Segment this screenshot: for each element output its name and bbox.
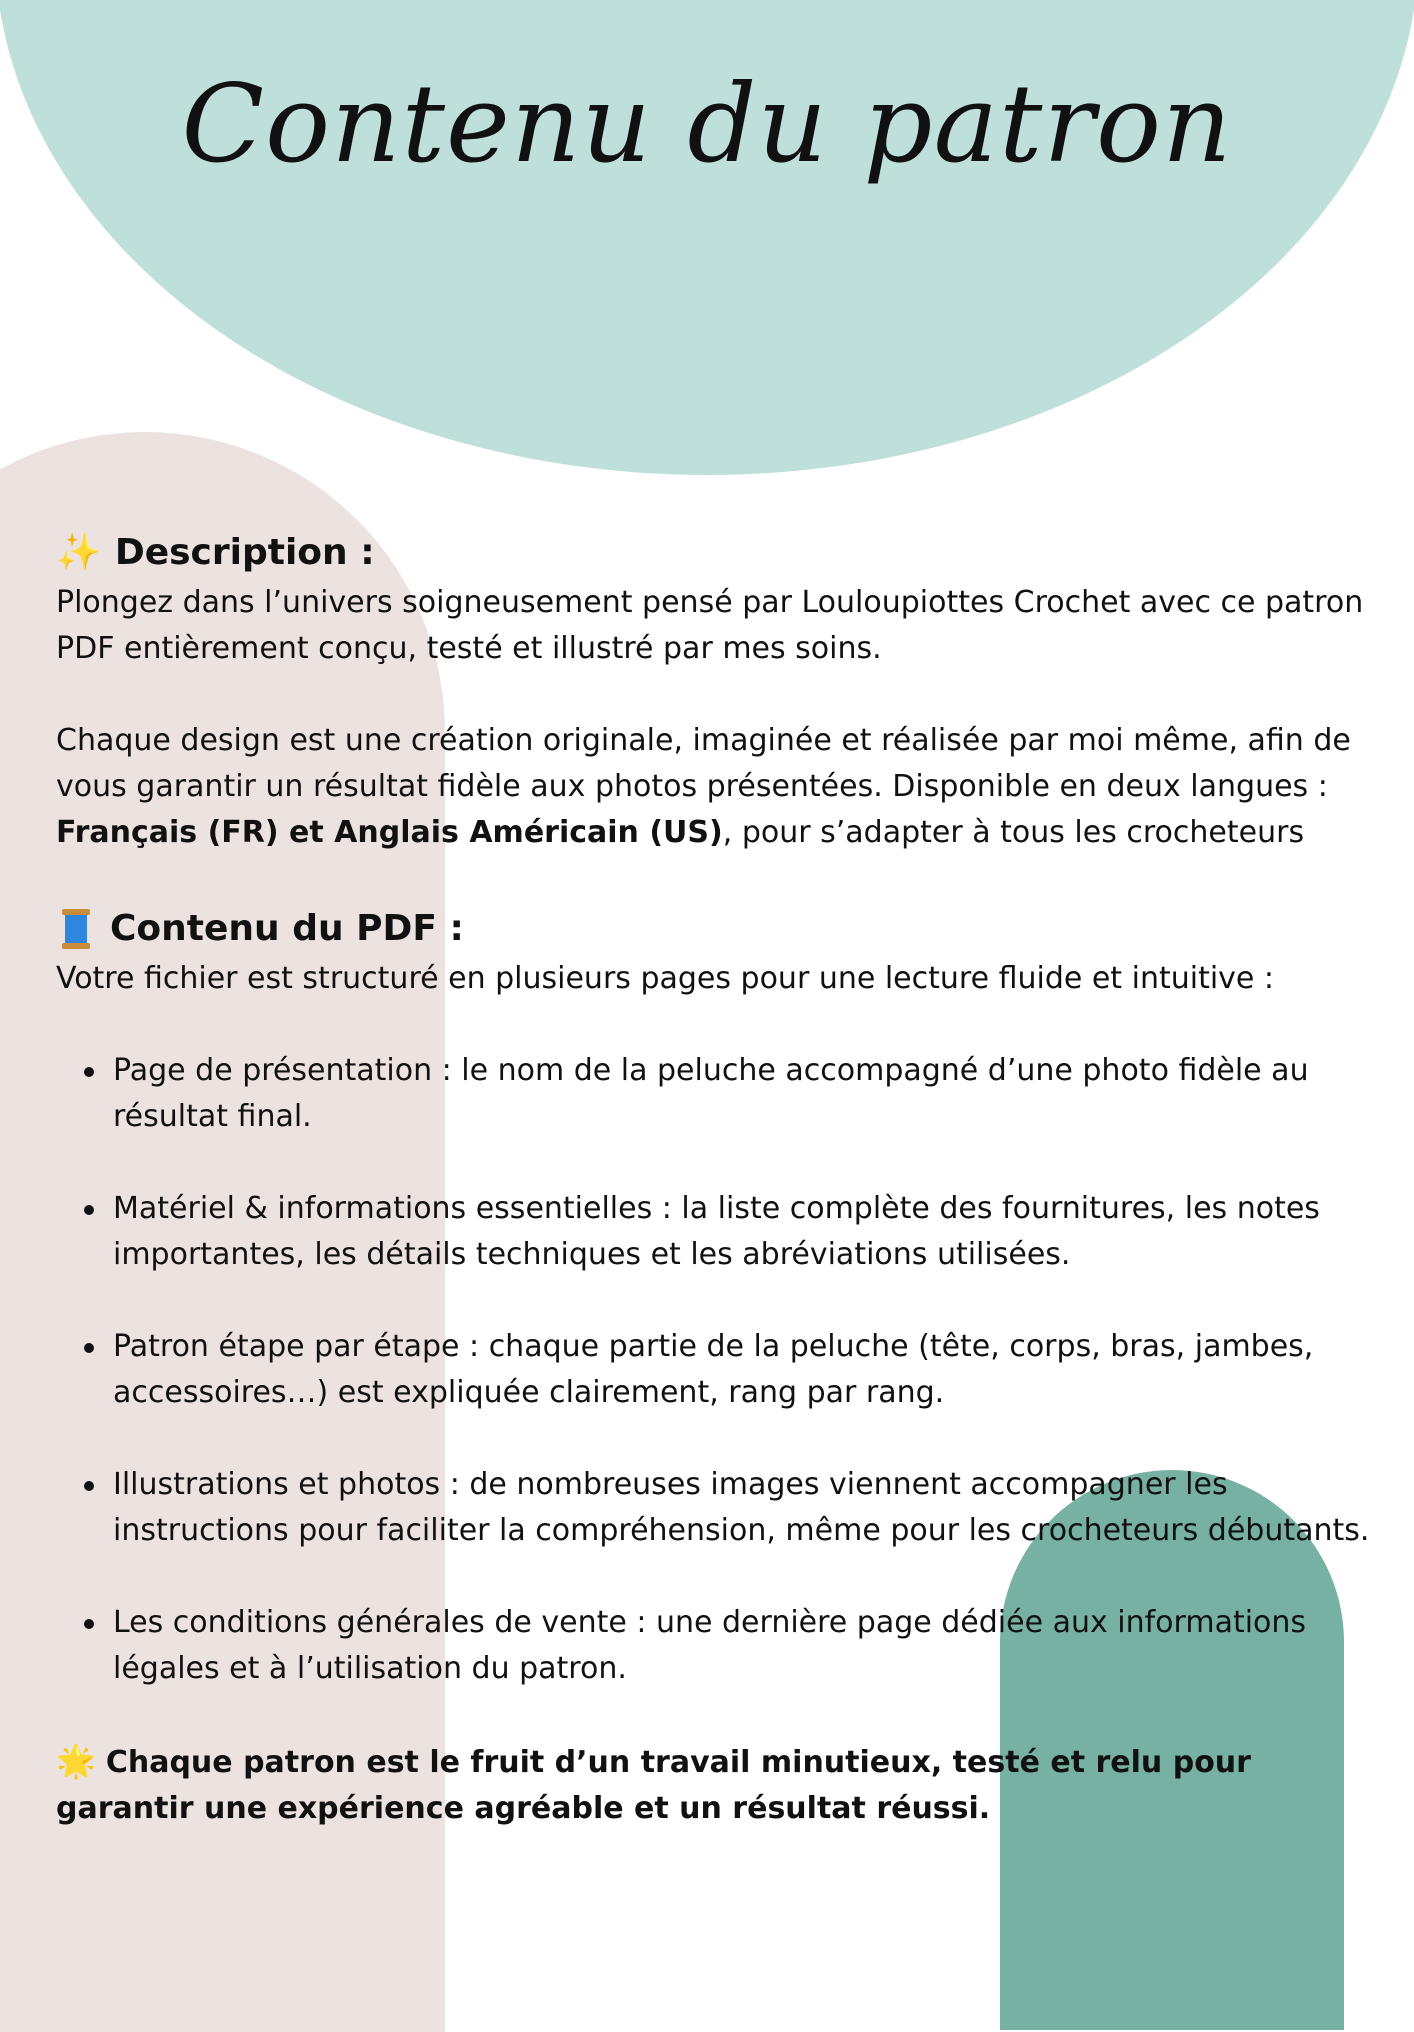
pdf-contents-heading xyxy=(56,902,1376,956)
list-item: Page de présentation : le nom de la peluche accompagné d’une photo fidèle au résultat final. xyxy=(56,1048,1376,1140)
description-heading-label: Description : xyxy=(114,532,375,573)
list-item: Matériel & informations essentielles : la liste complète des fournitures, les notes importantes, les détails techniques et les abréviations utilisées. xyxy=(56,1186,1376,1278)
languages-highlight: Français (FR) et Anglais Américain (US) xyxy=(56,815,723,850)
list-item: Illustrations et photos : de nombreuses images viennent accompagner les instructions pour faciliter la compréhension, même pour les crocheteurs débutants. xyxy=(56,1462,1376,1554)
list-item: Les conditions générales de vente : une dernière page dédiée aux informations légales et à l’utilisation du patron. xyxy=(56,1600,1376,1692)
description-heading xyxy=(56,526,1376,580)
bullet-icon xyxy=(84,1343,94,1353)
description-paragraph-1: Plongez dans l’univers soigneusement pensé par Louloupiottes Crochet avec ce patron PDF entièrement conçu, testé et illustré par mes soins. xyxy=(56,585,1364,666)
bullet-icon xyxy=(84,1205,94,1215)
pdf-contents-heading-label: Contenu du PDF : xyxy=(110,908,464,949)
bullet-icon xyxy=(84,1067,94,1077)
list-item: Patron étape par étape : chaque partie de la peluche (tête, corps, bras, jambes, accessoires…) est expliquée clairement, rang par rang. xyxy=(56,1324,1376,1416)
thread-spool-icon xyxy=(62,909,90,949)
pdf-contents-list xyxy=(56,1048,1376,1692)
pdf-contents-intro: Votre fichier est structuré en plusieurs pages pour une lecture fluide et intuitive : xyxy=(56,961,1275,996)
closing-statement: 🌟 Chaque patron est le fruit d’un travail minutieux, testé et relu pour garantir une expérience agréable et un résultat réussi. xyxy=(56,1742,1251,1826)
page-title: Contenu du patron xyxy=(181,62,1233,187)
description-paragraph-2: Chaque design est une création originale, imaginée et réalisée par moi même, afin de vous garantir un résultat fidèle aux photos présentées. Disponible en deux langues : Français (FR) et Anglais Américain (US), pour s’adapter à tous les crocheteurs xyxy=(56,723,1351,850)
page-content xyxy=(56,526,1376,1832)
bullet-icon xyxy=(84,1481,94,1491)
glowing-star-icon: 🌟 xyxy=(56,1742,96,1780)
bullet-icon xyxy=(84,1619,94,1629)
sparkles-icon: ✨ xyxy=(56,532,101,573)
